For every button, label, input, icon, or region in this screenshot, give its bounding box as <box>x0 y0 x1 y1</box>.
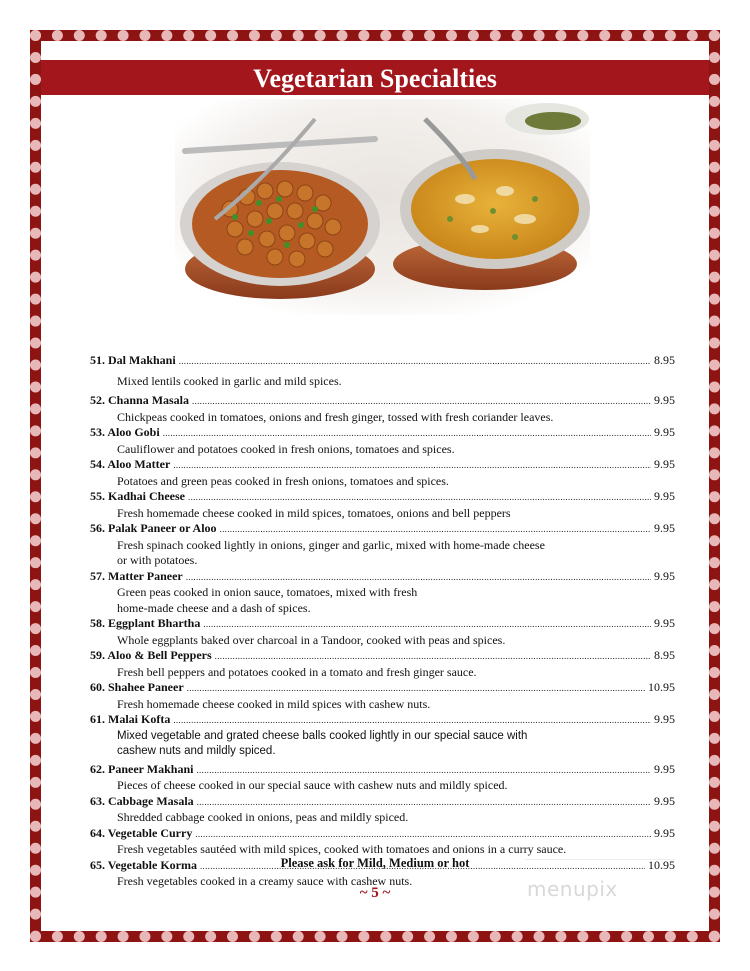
menu-item-line <box>90 826 675 843</box>
page-number: ~ 5 ~ <box>359 885 391 901</box>
menu-item-name: 56. Palak Paneer or Aloo <box>90 521 217 535</box>
menu-item-name: 55. Kadhai Cheese <box>90 489 186 503</box>
spice-level-note: Please ask for Mild, Medium or hot <box>280 856 470 870</box>
menu-item-line <box>90 521 675 538</box>
menu-item-price: 9.95 <box>654 712 675 726</box>
menu-item-description: Fresh vegetables cooked in a creamy sauce with cashew nuts. <box>117 874 413 888</box>
menu-item-description: Mixed vegetable and grated cheese balls cooked lightly in our special sauce with <box>117 729 528 742</box>
dot-leader <box>220 522 651 538</box>
menu-item-name: 52. Channa Masala <box>90 393 190 407</box>
menu-item-price: 9.95 <box>654 793 675 808</box>
dot-leader <box>173 713 651 729</box>
menu-item-line <box>90 616 675 633</box>
menu-item-price: 9.95 <box>654 393 675 407</box>
menu-item-name: 64. Vegetable Curry <box>90 825 193 840</box>
menu-item-price: 9.95 <box>654 521 675 535</box>
menu-item-name: 53. Aloo Gobi <box>90 425 160 439</box>
dot-leader <box>192 394 651 410</box>
menu-item <box>90 616 675 648</box>
menu-item-price: 9.95 <box>654 616 675 630</box>
page-title: Vegetarian Specialties <box>41 60 709 95</box>
dot-leader <box>173 458 651 474</box>
menu-item-name: 61. Malai Kofta <box>90 712 171 726</box>
menu-item-price: 10.95 <box>648 857 675 872</box>
dot-leader <box>196 763 651 779</box>
menu-item-price: 10.95 <box>648 680 675 694</box>
menu-item-description: Green peas cooked in onion sauce, tomatoes, mixed with fresh <box>117 585 418 599</box>
menu-item <box>90 393 675 425</box>
menu-item-description: Fresh vegetables sautéed with mild spices, cooked with tomatoes and onions in a curry sauce. <box>117 842 567 856</box>
dot-leader <box>179 354 651 370</box>
menu-item-line <box>90 762 675 779</box>
menu-item-name: 51. Dal Makhani <box>90 353 176 367</box>
dot-leader <box>186 570 651 586</box>
menu-item-name: 58. Eggplant Bhartha <box>90 616 201 630</box>
menu-item-description: Cauliflower and potatoes cooked in fresh onions, tomatoes and spices. <box>117 441 455 456</box>
menu-item <box>90 457 675 489</box>
menu-item-description: Fresh homemade cheese cooked in mild spices with cashew nuts. <box>117 696 431 711</box>
menu-item-price: 8.95 <box>654 648 675 662</box>
menu-item-line <box>90 794 675 811</box>
menu-item-description: Fresh homemade cheese cooked in mild spices, tomatoes, onions and bell peppers <box>117 505 511 520</box>
menu-item-description: Potatoes and green peas cooked in fresh onions, tomatoes and spices. <box>117 473 449 488</box>
menu-item <box>90 762 675 794</box>
menu-item-description: cashew nuts and mildly spiced. <box>117 745 276 757</box>
menu-item-description: Whole eggplants baked over charcoal in a Tandoor, cooked with peas and spices. <box>117 632 506 647</box>
dot-leader <box>187 681 645 697</box>
menu-item <box>90 489 675 521</box>
menu-item-line <box>90 489 675 506</box>
menu-item-description: Fresh bell peppers and potatoes cooked in a tomato and fresh ginger sauce. <box>117 664 477 679</box>
menu-item-name: 60. Shahee Paneer <box>90 680 184 694</box>
menu-item-price: 9.95 <box>654 425 675 439</box>
menu-item-line <box>90 353 675 370</box>
menu-item <box>90 794 675 826</box>
menu-item-description: Pieces of cheese cooked in our special sauce with cashew nuts and mildly spiced. <box>117 778 508 792</box>
dot-leader <box>203 617 651 633</box>
dot-leader <box>215 649 651 665</box>
menu-item-description: Shredded cabbage cooked in onions, peas and mildly spiced. <box>117 810 409 824</box>
menu-item-line <box>90 648 675 665</box>
dot-leader <box>188 490 651 506</box>
menu-item-description: or with potatoes. <box>117 553 198 567</box>
menu-item <box>90 680 675 712</box>
menu-item-name: 59. Aloo & Bell Peppers <box>90 648 212 662</box>
menu-item <box>90 826 675 858</box>
menu-item-description: home-made cheese and a dash of spices. <box>117 600 311 615</box>
menu-item-name: 63. Cabbage Masala <box>90 793 194 808</box>
menupix-watermark: menupix <box>527 877 618 901</box>
menu-item <box>90 353 675 389</box>
menu-item-line <box>90 569 675 586</box>
menu-item-price: 9.95 <box>654 457 675 471</box>
menu-item <box>90 648 675 680</box>
menu-item <box>90 425 675 457</box>
menu-item-line <box>90 712 675 729</box>
menu-item-line <box>90 425 675 442</box>
dot-leader <box>197 795 651 811</box>
food-photo <box>175 99 590 315</box>
dot-leader <box>195 827 651 843</box>
watermark-rule <box>525 859 675 860</box>
decorative-border <box>30 30 720 942</box>
menu-item <box>90 712 675 760</box>
menu-item-line <box>90 680 675 697</box>
menu-item-name: 57. Matter Paneer <box>90 568 183 583</box>
dot-leader <box>163 426 651 442</box>
menu-item-price: 9.95 <box>654 489 675 503</box>
menu-item-line <box>90 457 675 474</box>
menu-item-price: 9.95 <box>654 568 675 583</box>
menu-item-description: Fresh spinach cooked lightly in onions, ginger and garlic, mixed with home-made cheese <box>117 537 545 552</box>
menu-item-price: 8.95 <box>654 353 675 367</box>
menu-item-description: Mixed lentils cooked in garlic and mild spices. <box>117 373 342 388</box>
menu-item-price: 9.95 <box>654 825 675 840</box>
menu-item-description: Chickpeas cooked in tomatoes, onions and fresh ginger, tossed with fresh coriander leaves. <box>117 409 554 424</box>
menu-item-name: 65. Vegetable Korma <box>90 857 197 872</box>
menu-item-name: 54. Aloo Matter <box>90 457 171 471</box>
menu-items-list <box>90 317 675 890</box>
menu-item-name: 62. Paneer Makhani <box>90 761 194 776</box>
menu-item-price: 9.95 <box>654 761 675 776</box>
menu-item-line <box>90 393 675 410</box>
menu-item <box>90 569 675 617</box>
menu-item <box>90 521 675 569</box>
